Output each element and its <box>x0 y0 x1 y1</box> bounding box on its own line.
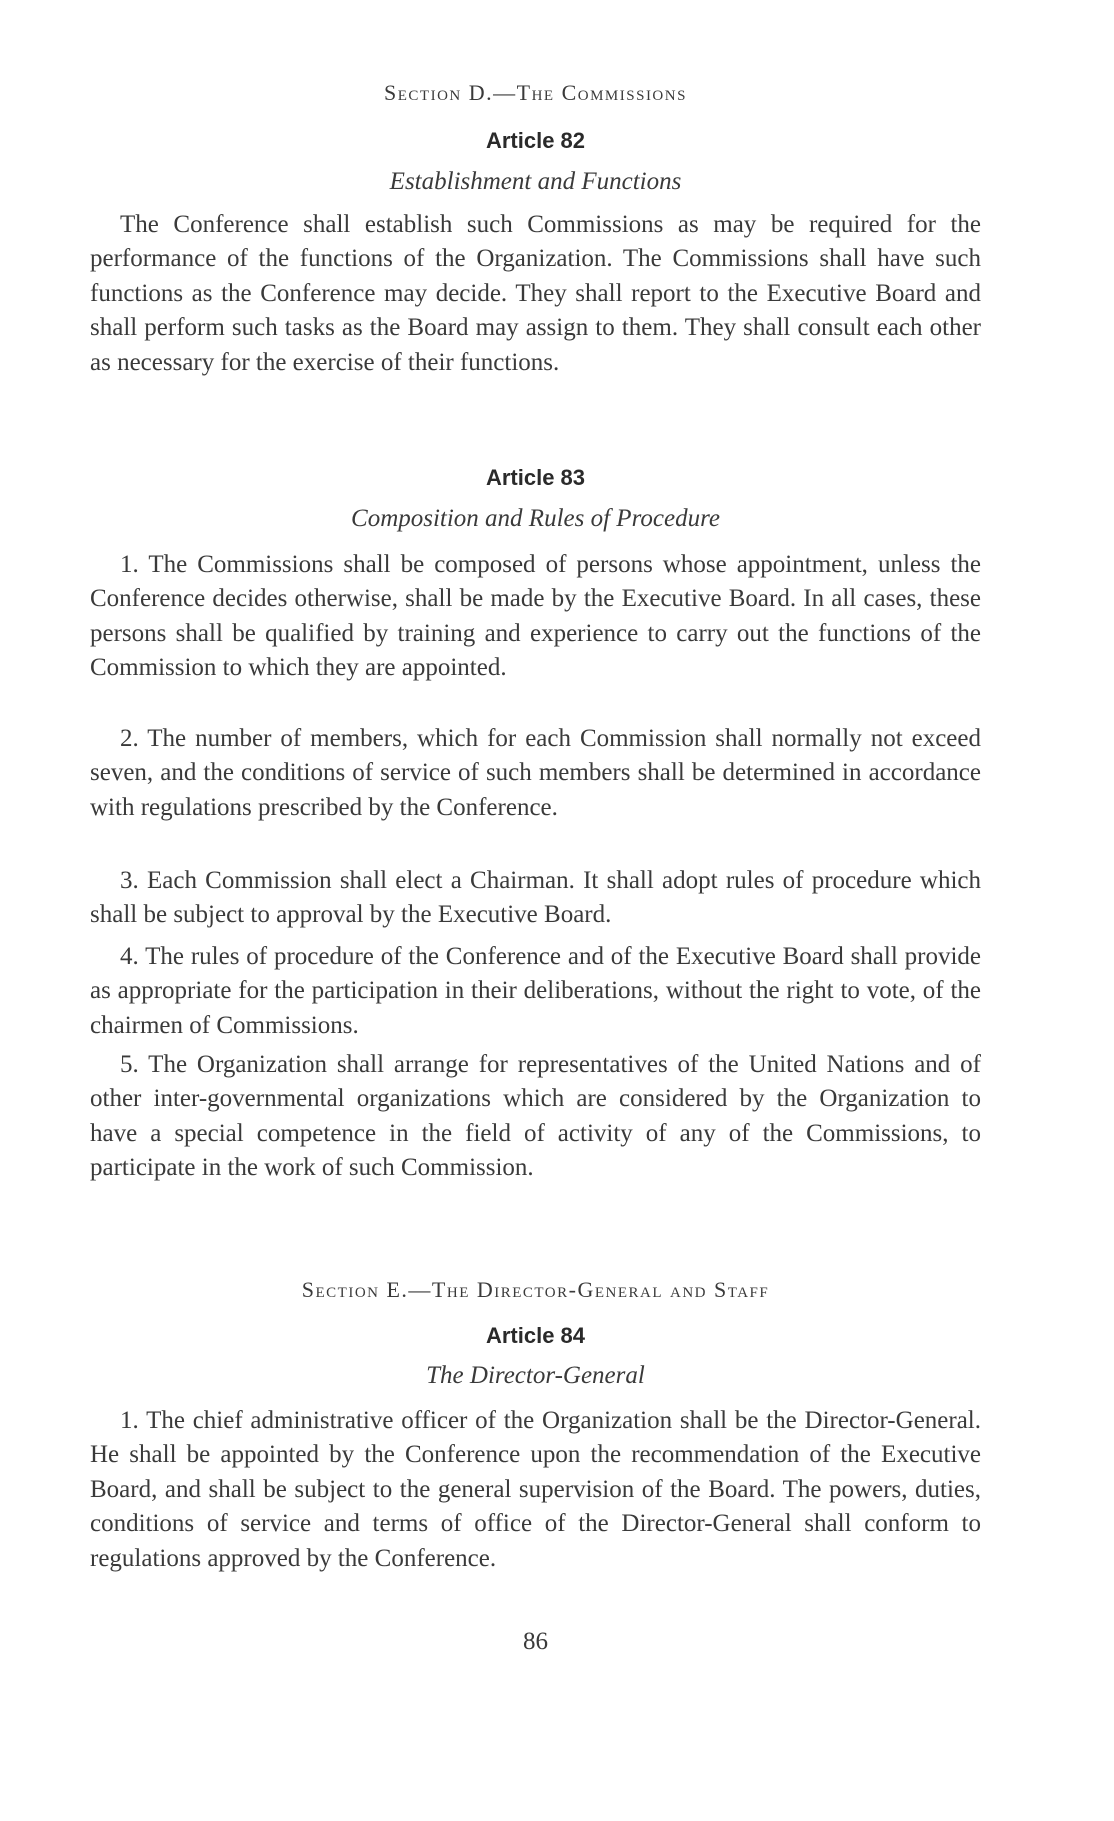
section-e-heading: Section E.—The Director-General and Staff <box>301 1277 770 1302</box>
article-84-title: Article 84 <box>485 1323 586 1348</box>
article-82-title: Article 82 <box>485 128 586 153</box>
article-84-subtitle: The Director-General <box>426 1362 645 1389</box>
article-83-paragraph-1: 1. The Commissions shall be composed of persons whose appointment, unless the Conference decides otherwise, shall be made by the Executive Board. In all cases, these persons shall be qualified by training and experience to carry out the functions of the Commission to which they are appointed. <box>90 551 981 682</box>
article-83-paragraph-4: 4. The rules of procedure of the Conference and of the Executive Board shall provide as appropriate for the participation in their deliberations, without the right to vote, of the chairmen of Commissions. <box>90 943 981 1039</box>
article-83-paragraph-5: 5. The Organization shall arrange for representatives of the United Nations and of other inter-governmental organizations which are considered by the Organization to have a special competence in the field of activity of any of the Commissions, to participate in the work of such Commission. <box>90 1051 981 1182</box>
article-84-paragraph-1: 1. The chief administrative officer of the Organization shall be the Director-General. He shall be appointed by the Conference upon the recommendation of the Executive Board, and shall be subject to the general supervision of the Board. The powers, duties, conditions of service and terms of office of the Director-General shall conform to regulations approved by the Conference. <box>90 1407 981 1572</box>
section-d-heading: Section D.—The Commissions <box>384 80 687 105</box>
page-number: 86 <box>523 1628 548 1655</box>
article-83-title: Article 83 <box>485 465 586 490</box>
article-83-subtitle: Composition and Rules of Procedure <box>351 505 720 532</box>
article-82-paragraph: The Conference shall establish such Commissions as may be required for the performance of the functions of the Organization. The Commissions shall have such functions as the Conference may decide. They shall report to the Executive Board and shall perform such tasks as the Board may assign to them. They shall consult each other as necessary for the exercise of their functions. <box>90 211 981 376</box>
article-82-subtitle: Establishment and Functions <box>389 168 682 195</box>
article-83-paragraph-2: 2. The number of members, which for each Commission shall normally not exceed seven, and the conditions of service of such members shall be determined in accordance with regulations prescribed by the Conference. <box>90 725 981 821</box>
article-83-paragraph-3: 3. Each Commission shall elect a Chairman. It shall adopt rules of procedure which shall be subject to approval by the Executive Board. <box>90 867 981 929</box>
